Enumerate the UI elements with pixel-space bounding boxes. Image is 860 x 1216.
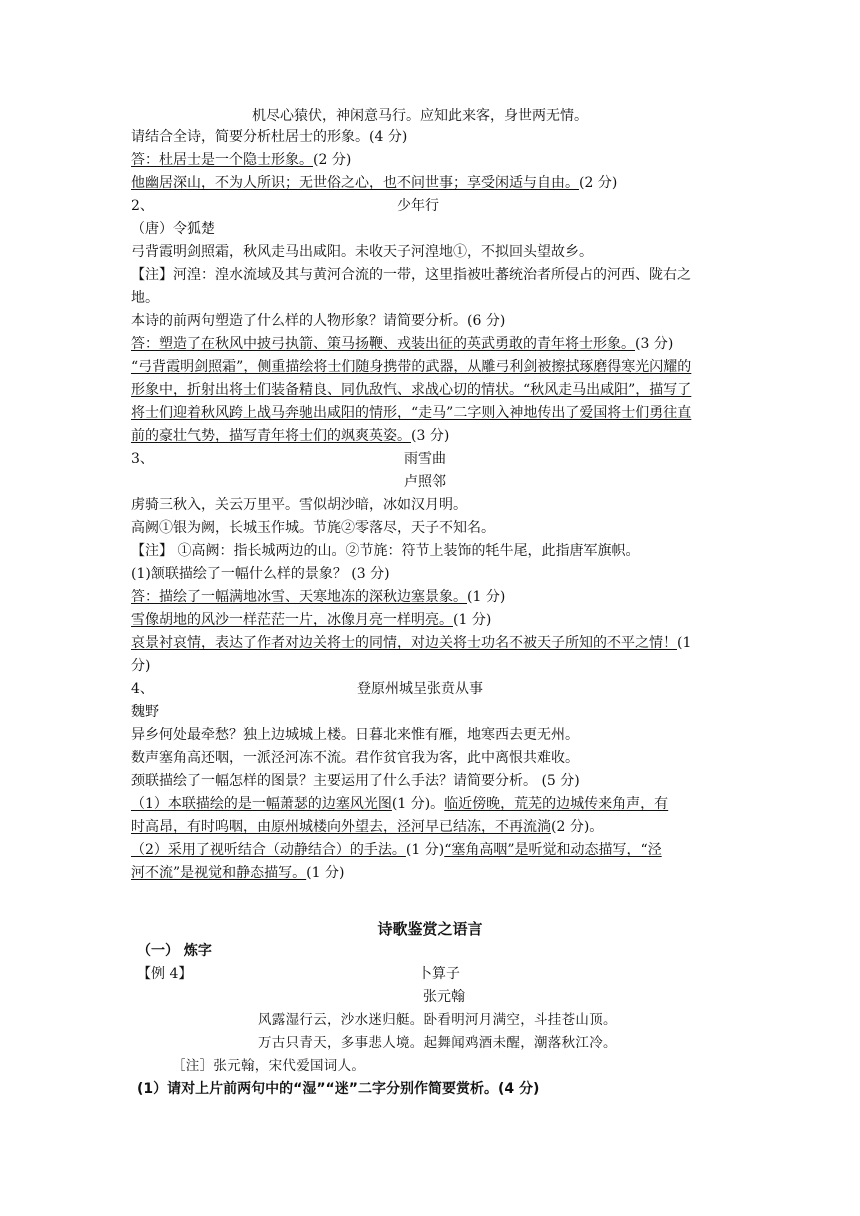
q4-answer-1c-text: 时高昂，有时呜咽，由原州城楼向外望去，泾河早已结冻，不再流淌 xyxy=(131,819,551,835)
q2-answer-1-text: 答：塑造了在秋风中披弓执箭、策马扬鞭、戎装出征的英武勇敢的青年将士形象。 xyxy=(131,336,635,352)
q2-poem: 弓背霞明剑照霜，秋风走马出咸阳。未收天子河湟地①，不拟回头望故乡。 xyxy=(131,244,593,260)
example-poem-2: 万古只青天，多事悲人境。起舞闻鸡酒未醒，潮落秋江冷。 xyxy=(258,1035,617,1051)
q3-answer-3 xyxy=(131,633,731,653)
q3-answer-1-text: 答：描绘了一幅满地冰雪、天寒地冻的深秋边塞景象。 xyxy=(131,589,467,605)
example-poem-title: 卜算子 xyxy=(418,966,460,982)
q1-answer-a-score: (2 分) xyxy=(313,152,352,168)
q1-answer-b-score: (2 分) xyxy=(579,175,618,191)
q4-answer-2c-score: (1 分) xyxy=(306,865,345,881)
q2-answer-5-score: (3 分) xyxy=(411,428,450,444)
q2-note-2: 地。 xyxy=(131,290,159,306)
q4-answer-1a-text: （1）本联描绘的是一幅萧瑟的边塞风光图 xyxy=(131,796,392,812)
q1-question: 请结合全诗，简要分析杜居士的形象。(4 分) xyxy=(131,129,408,145)
q4-answer-1a xyxy=(131,794,731,814)
q3-answer-2 xyxy=(131,610,731,630)
q2-answer-1-score: (3 分) xyxy=(635,336,674,352)
q3-poem-2: 高阙①银为阙，长城玉作城。节旄②零落尽，天子不知名。 xyxy=(131,520,495,536)
q3-author: 卢照邻 xyxy=(404,474,446,490)
example-label: 【例 4】 xyxy=(137,966,193,982)
q2-answer-5-text: 前的豪壮气势，描写青年将士们的飒爽英姿。 xyxy=(131,428,411,444)
q3-number: 3、 xyxy=(131,451,154,467)
q2-answer-5 xyxy=(131,426,731,446)
q4-poem-1: 异乡何处最牵愁？独上边城城上楼。日暮北来惟有雁，地寒西去更无州。 xyxy=(131,727,579,743)
q2-title: 少年行 xyxy=(397,198,439,214)
q4-answer-1b-text: 临近傍晚，荒芜的边城传来角声，有 xyxy=(444,796,669,812)
q4-answer-2c xyxy=(131,863,731,883)
q4-answer-2a-score: (1 分) xyxy=(405,842,445,858)
q1-answer-a-text: 答：杜居士是一个隐士形象。 xyxy=(131,152,313,168)
example-question: (1）请对上片前两句中的“湿”“迷”二字分别作简要赏析。(4 分) xyxy=(137,1081,540,1097)
q2-answer-2: “弓背霞明剑照霜”，侧重描绘将士们随身携带的武器，从雕弓利剑被擦拭琢磨得寒光闪耀的 xyxy=(131,359,692,375)
q4-answer-2b-text: “塞角高咽”是听觉和动态描写，“泾 xyxy=(444,842,662,858)
q3-answer-1 xyxy=(131,587,731,607)
q3-answer-2-score: (1 分) xyxy=(453,612,492,628)
q3-note: 【注】 ①高阙：指长城两边的山。②节旄：符节上装饰的牦牛尾，此指唐军旗帜。 xyxy=(131,543,640,559)
q4-author: 魏野 xyxy=(131,704,159,720)
q1-answer-a xyxy=(131,150,731,170)
section-title: 诗歌鉴赏之语言 xyxy=(377,920,483,938)
q4-answer-1c xyxy=(131,817,731,837)
q1-answer-b-text: 他幽居深山，不为人所识；无世俗之心，也不问世事；享受闲适与自由。 xyxy=(131,175,579,191)
q3-answer-3-text: 哀景衬哀情，表达了作者对边关将士的同情，对边关将士功名不被天子所知的不平之情！ xyxy=(131,635,677,651)
q4-number: 4、 xyxy=(131,681,154,697)
q2-answer-1 xyxy=(131,334,731,354)
q4-question: 颈联描绘了一幅怎样的图景？主要运用了什么手法？请简要分析。 (5 分) xyxy=(131,773,580,789)
q4-answer-2a xyxy=(131,840,731,860)
q2-note-1: 【注】河湟：湟水流域及其与黄河合流的一带，这里指被吐蕃统治者所侵占的河西、陇右之 xyxy=(131,267,691,283)
q2-question: 本诗的前两句塑造了什么样的人物形象？请简要分析。(6 分) xyxy=(131,313,506,329)
q1-poem-tail: 机尽心猿伏，神闲意马行。应知此来客，身世两无情。 xyxy=(252,108,588,124)
q3-answer-2-text: 雪像胡地的风沙一样茫茫一片，冰像月亮一样明亮。 xyxy=(131,612,453,628)
q3-answer-1-score: (1 分) xyxy=(467,589,506,605)
q3-title: 雨雪曲 xyxy=(404,451,446,467)
q4-poem-2: 数声塞角高还咽，一派泾河冻不流。君作贫官我为客，此中离恨共难收。 xyxy=(131,750,579,766)
example-poem-author: 张元翰 xyxy=(423,989,465,1005)
q2-author: （唐）令狐楚 xyxy=(131,221,215,237)
q4-answer-1a-score: (1 分)。 xyxy=(391,796,445,812)
q3-answer-3-tail: 分) xyxy=(131,658,151,674)
q4-answer-1c-score: (2 分)。 xyxy=(551,819,604,835)
section-sub-heading: （一） 炼字 xyxy=(137,943,212,959)
q3-question: (1)颔联描绘了一幅什么样的景象？ (3 分) xyxy=(131,566,390,582)
q2-answer-4: 将士们迎着秋风跨上战马奔驰出咸阳的情形，“走马”二字则入神地传出了爱国将士们勇往直 xyxy=(131,405,692,421)
q2-number: 2、 xyxy=(131,198,154,214)
q4-answer-2c-text: 河不流”是视觉和静态描写。 xyxy=(131,865,307,881)
q1-answer-b xyxy=(131,173,731,193)
example-note: ［注］张元翰，宋代爱国词人。 xyxy=(172,1058,366,1074)
q4-answer-2a-text: （2）采用了视听结合（动静结合）的手法。 xyxy=(131,842,406,858)
q3-poem-1: 虏骑三秋入，关云万里平。雪似胡沙暗，冰如汉月明。 xyxy=(131,497,467,513)
q2-answer-3: 形象中，折射出将士们装备精良、同仇敌忾、求战心切的情状。“秋风走马出咸阳”，描写了 xyxy=(131,382,692,398)
q3-answer-3-score: (1 xyxy=(677,635,692,651)
q4-title: 登原州城呈张贲从事 xyxy=(357,681,483,697)
example-poem-1: 风露湿行云，沙水迷归艇。卧看明河月满空，斗挂苍山顶。 xyxy=(258,1012,617,1028)
